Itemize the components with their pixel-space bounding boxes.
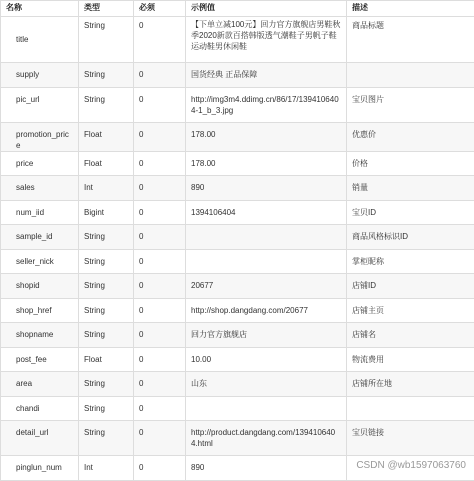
cell-type: String (79, 225, 134, 250)
cell-description: 店铺名 (347, 323, 474, 348)
cell-required: 0 (134, 323, 186, 348)
cell-example (186, 225, 347, 250)
cell-name: supply (1, 63, 79, 88)
cell-required: 0 (134, 347, 186, 372)
cell-type: String (79, 323, 134, 348)
cell-required: 0 (134, 63, 186, 88)
cell-example: 20677 (186, 274, 347, 299)
table-row (1, 63, 474, 88)
cell-name: chandi (1, 396, 79, 421)
cell-example: 178.00 (186, 151, 347, 176)
table-row (1, 396, 474, 421)
cell-description: 物流费用 (347, 347, 474, 372)
cell-type: Float (79, 347, 134, 372)
cell-name: sample_id (1, 225, 79, 250)
cell-type: String (79, 87, 134, 122)
cell-type: String (79, 63, 134, 88)
cell-required: 0 (134, 396, 186, 421)
table-row (1, 249, 474, 274)
cell-name: shopid (1, 274, 79, 299)
header-name: 名称 (1, 1, 79, 17)
cell-description: 优惠价 (347, 122, 474, 151)
cell-name: area (1, 372, 79, 397)
header-description: 描述 (347, 1, 474, 17)
cell-description: 商品风格标识ID (347, 225, 474, 250)
cell-required: 0 (134, 176, 186, 201)
cell-required: 0 (134, 151, 186, 176)
cell-name: seller_nick (1, 249, 79, 274)
cell-required: 0 (134, 122, 186, 151)
cell-description: 店铺所在地 (347, 372, 474, 397)
cell-name: detail_url (1, 421, 79, 456)
cell-example: 山东 (186, 372, 347, 397)
cell-name: sales (1, 176, 79, 201)
cell-example (186, 249, 347, 274)
cell-example: http://shop.dangdang.com/20677 (186, 298, 347, 323)
cell-required: 0 (134, 225, 186, 250)
table-header-row (1, 1, 474, 17)
cell-required: 0 (134, 421, 186, 456)
cell-example: 【下单立减100元】回力官方旗舰店男鞋秋季2020新款百搭韩版透气潮鞋子男帆子鞋运动鞋男休闲鞋 (186, 17, 347, 63)
table-row (1, 323, 474, 348)
cell-type: Int (79, 176, 134, 201)
cell-type: Int (79, 456, 134, 481)
cell-type: String (79, 249, 134, 274)
table-row (1, 298, 474, 323)
cell-name: promotion_price (1, 122, 79, 151)
cell-description: 宝贝ID (347, 200, 474, 225)
cell-type: String (79, 372, 134, 397)
cell-required: 0 (134, 249, 186, 274)
cell-example: 国货经典 正品保障 (186, 63, 347, 88)
cell-name: pic_url (1, 87, 79, 122)
header-required: 必须 (134, 1, 186, 17)
cell-description: 销量 (347, 176, 474, 201)
table-row (1, 122, 474, 151)
header-type: 类型 (79, 1, 134, 17)
table-row (1, 17, 474, 63)
cell-description (347, 63, 474, 88)
cell-type: String (79, 421, 134, 456)
cell-name: shopname (1, 323, 79, 348)
cell-description: 店铺ID (347, 274, 474, 299)
cell-example: 10.00 (186, 347, 347, 372)
cell-required: 0 (134, 456, 186, 481)
cell-type: Bigint (79, 200, 134, 225)
table-row (1, 421, 474, 456)
cell-required: 0 (134, 298, 186, 323)
cell-name: num_iid (1, 200, 79, 225)
cell-required: 0 (134, 87, 186, 122)
cell-name: shop_href (1, 298, 79, 323)
cell-name: pinglun_num (1, 456, 79, 481)
table-row (1, 274, 474, 299)
cell-description: 店铺主页 (347, 298, 474, 323)
cell-example: http://product.dangdang.com/1394106404.html (186, 421, 347, 456)
cell-example: http://img3m4.ddimg.cn/86/17/1394106404-1_b_3.jpg (186, 87, 347, 122)
table-row (1, 87, 474, 122)
cell-name: title (1, 17, 79, 63)
table-row (1, 200, 474, 225)
cell-required: 0 (134, 200, 186, 225)
table-row (1, 176, 474, 201)
cell-type: String (79, 17, 134, 63)
cell-name: post_fee (1, 347, 79, 372)
cell-description (347, 396, 474, 421)
cell-example (186, 396, 347, 421)
cell-type: Float (79, 122, 134, 151)
cell-required: 0 (134, 372, 186, 397)
cell-type: Float (79, 151, 134, 176)
table-row (1, 225, 474, 250)
csdn-watermark: CSDN @wb1597063760 (356, 460, 466, 471)
cell-example: 890 (186, 176, 347, 201)
table-row (1, 372, 474, 397)
cell-description: 宝贝链接 (347, 421, 474, 456)
cell-description: 价格 (347, 151, 474, 176)
cell-type: String (79, 396, 134, 421)
cell-example: 回力官方旗舰店 (186, 323, 347, 348)
table-row (1, 151, 474, 176)
cell-type: String (79, 274, 134, 299)
cell-example: 1394106404 (186, 200, 347, 225)
cell-required: 0 (134, 17, 186, 63)
cell-description: 宝贝图片 (347, 87, 474, 122)
cell-description: 商品标题 (347, 17, 474, 63)
header-example: 示例值 (186, 1, 347, 17)
cell-required: 0 (134, 274, 186, 299)
cell-example: 890 (186, 456, 347, 481)
cell-description: 掌柜昵称 (347, 249, 474, 274)
table-row (1, 347, 474, 372)
cell-type: String (79, 298, 134, 323)
cell-example: 178.00 (186, 122, 347, 151)
cell-name: price (1, 151, 79, 176)
